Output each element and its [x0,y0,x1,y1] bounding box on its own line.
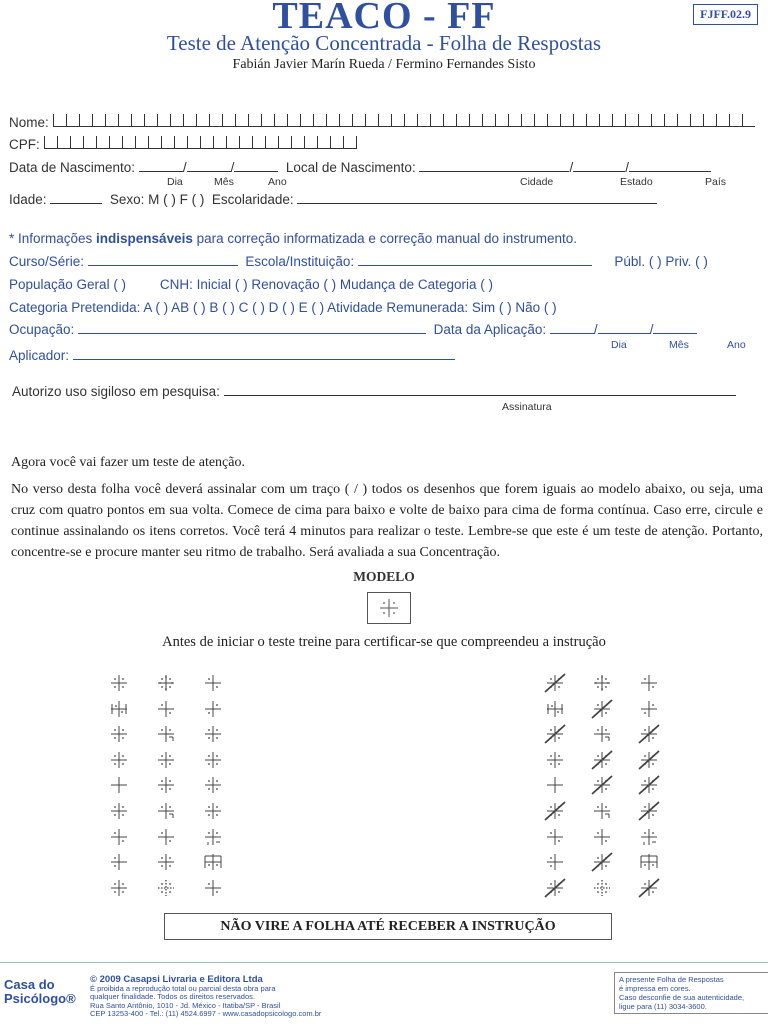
cross-corner-icon[interactable] [591,800,613,822]
authenticity-notice [614,972,768,1014]
cross-4dots-b-icon[interactable] [108,749,130,771]
signature-field[interactable] [224,385,736,396]
cross-4dots-icon[interactable] [591,749,613,771]
school-field[interactable] [358,255,592,266]
page-title: TEACO - FF [272,0,496,37]
cross-bars-icon[interactable] [638,851,660,873]
name-row [9,114,755,130]
cross-2dots-c-icon[interactable] [108,851,130,873]
cnh-options[interactable]: CNH: Inicial ( ) Renovação ( ) Mudança de Categoria ( ) [159,277,493,292]
sex-options[interactable]: Sexo: M ( ) F ( ) [109,192,205,207]
age-field[interactable] [50,193,102,204]
cross-4dots-icon[interactable] [108,672,130,694]
cross-4dots-icon[interactable] [108,800,130,822]
copyright-title: © 2009 Casapsi Livraria e Editora Ltda [90,974,263,985]
cpf-field[interactable] [44,136,357,149]
consent-label: Autorizo uso sigiloso em pesquisa: [12,384,220,399]
cross-4dots-icon[interactable] [202,800,224,822]
model-label: MODELO [353,569,415,584]
applicator-label: Aplicador: [9,348,70,363]
age-row [9,192,657,207]
birth-month-caption: Mês [214,176,234,188]
info-note-prefix: * Informações [9,231,97,246]
cross-box-icon[interactable] [108,698,130,720]
birth-state-field[interactable] [573,161,625,172]
cpf-label: CPF: [9,137,40,152]
cross-2dots-c-icon[interactable] [544,851,566,873]
copyright-line-3: Rua Santo Antônio, 1010 - Jd. México - Itatiba/SP - Brasil [90,1000,281,1010]
form-code-badge: FJFF.02.9 [693,4,758,25]
cross-plain-icon[interactable] [108,774,130,796]
population-row [9,277,493,292]
cross-4dots-icon[interactable] [202,749,224,771]
cross-4dots-icon[interactable] [155,749,177,771]
application-month-caption: Mês [669,339,689,351]
cross-4dots-icon[interactable] [202,774,224,796]
birth-country-field[interactable] [629,161,711,172]
notice-line-2: é impressa em cores. [619,984,691,993]
signature-caption: Assinatura [502,401,552,413]
birth-state-caption: Estado [620,176,653,188]
cross-2dots-b-icon[interactable] [202,698,224,720]
birth-day-field[interactable] [139,161,183,172]
cross-4dots-icon[interactable] [108,723,130,745]
application-month-field[interactable] [598,323,650,334]
cross-dotted-icon[interactable] [155,877,177,899]
birth-day-caption: Dia [167,176,183,188]
cross-2dots-icon[interactable] [202,877,224,899]
cross-box-icon[interactable] [544,698,566,720]
footer-divider [0,962,768,963]
cross-4dots-icon[interactable] [155,774,177,796]
cross-4dots-icon[interactable] [202,723,224,745]
cross-4dots-icon[interactable] [638,774,660,796]
course-label: Curso/Série: [9,254,85,269]
birth-date-label: Data de Nascimento: [9,160,136,175]
cross-4dots-b-icon[interactable] [544,749,566,771]
cross-2dots-icon[interactable] [591,826,613,848]
info-note-bold: indispensáveis [96,231,193,246]
notice-line-3: Caso desconfie de sua autenticidade, [619,993,745,1002]
application-year-field[interactable] [653,323,697,334]
course-row [9,254,708,269]
cross-2dots-icon[interactable] [108,826,130,848]
birth-year-caption: Ano [268,176,287,188]
occupation-label: Ocupação: [9,322,75,337]
copyright-line-2: qualquer finalidade. Todos os direitos reservados. [90,992,255,1001]
public-private-options[interactable]: Públ. ( ) Priv. ( ) [614,254,708,269]
cross-4dots-icon[interactable] [544,723,566,745]
copyright-line-4: CEP 13253-400 - Tel.: (11) 4524.6997 - www.casadopsicologo.com.br [90,1009,322,1018]
authors: Fabián Javier Marín Rueda / Fermino Fernandes Sisto [232,57,536,72]
cross-2dots-b-icon[interactable] [638,698,660,720]
cross-2dots-icon[interactable] [155,698,177,720]
occupation-row: Ocupação: Data da Aplicação: / / [9,322,697,337]
cross-8dots-icon[interactable] [155,672,177,694]
birth-row: Data de Nascimento: / / Local de Nascimento: / / [9,160,711,175]
category-row [9,300,557,315]
cross-dotted-icon[interactable] [591,877,613,899]
occupation-field[interactable] [78,323,426,334]
cross-4dots-icon[interactable] [544,877,566,899]
cross-4dots-icon[interactable] [638,800,660,822]
cross-corner-icon[interactable] [155,800,177,822]
cross-corner-icon[interactable] [591,723,613,745]
application-day-field[interactable] [550,323,594,334]
notice-line-4: ligue para (11) 3034-3600. [619,1002,707,1011]
cross-4dots-icon[interactable] [591,774,613,796]
application-year-caption: Ano [727,339,746,351]
info-note [9,231,577,246]
cross-4dots-icon[interactable] [544,800,566,822]
birth-country-caption: País [705,176,727,188]
model-box [367,592,411,624]
copyright-line-1: É proibida a reprodução total ou parcial desta obra para [90,983,276,993]
cross-4dots-icon[interactable] [108,877,130,899]
cross-2dots-icon[interactable] [155,826,177,848]
publisher-logo [4,978,76,1006]
birth-city-field[interactable] [419,161,569,172]
brand-line-2: Psicólogo® [4,991,76,1006]
cross-corner-b-icon[interactable] [638,826,660,848]
cross-4dots-icon[interactable] [638,723,660,745]
cross-2dots-icon[interactable] [591,698,613,720]
name-label: Nome: [9,115,49,130]
birth-city-caption: Cidade [520,176,554,188]
practice-instruction: Antes de iniciar o teste treine para certificar-se que compreendeu a instrução [162,634,606,650]
cross-bars-icon[interactable] [202,851,224,873]
course-field[interactable] [88,255,238,266]
cross-plain-icon[interactable] [544,774,566,796]
warning-banner: NÃO VIRE A FOLHA ATÉ RECEBER A INSTRUÇÃO [164,913,612,940]
cross-8dots-icon[interactable] [591,672,613,694]
cross-corner-icon[interactable] [155,723,177,745]
model-cross-icon [368,593,410,623]
instructions-body: No verso desta folha você deverá assinalar com um traço ( / ) todos os desenhos que forem iguais ao modelo abaixo, ou seja, uma cruz com quatro pontos em sua volta. Comece de cima para baixo e volte de baixo para cima de forma contínua. Caso erre, circule e continue assinalando os itens corretos. Você terá 4 minutos para realizar o teste. Lembre-se que este é um teste de atenção. Portanto, concentre-se e procure manter seu ritmo de trabalho. Será avaliada a sua Concentração. [11,482,763,560]
cross-2dots-icon[interactable] [638,877,660,899]
school-label: Escola/Instituição: [245,254,355,269]
brand-line-1: Casa do [4,977,55,992]
copyright-block [90,976,321,1019]
birth-year-field[interactable] [234,161,278,172]
birth-month-field[interactable] [187,161,231,172]
schooling-field[interactable] [297,193,657,204]
info-note-suffix: para correção informatizada e correção manual do instrumento. [192,231,578,246]
consent-row [12,384,736,399]
page-subtitle: Teste de Atenção Concentrada - Folha de Respostas [166,31,602,55]
applicator-field[interactable] [73,349,455,360]
instructions [11,452,763,569]
category-options[interactable]: Categoria Pretendida: A ( ) AB ( ) B ( ) C ( ) D ( ) E ( ) Atividade Remunerada: Sim ( ) Não ( ) [9,300,557,315]
general-population-option[interactable]: População Geral ( ) [9,277,127,292]
cross-4dots-icon[interactable] [638,749,660,771]
application-day-caption: Dia [611,339,627,351]
schooling-label: Escolaridade: [211,192,294,207]
notice-line-1: A presente Folha de Respostas [619,975,724,984]
cross-corner-b-icon[interactable] [202,826,224,848]
cross-4dots-icon[interactable] [155,851,177,873]
cross-2dots-icon[interactable] [638,672,660,694]
instructions-intro: Agora você vai fazer um teste de atenção. [11,455,245,470]
applicator-row [9,348,455,363]
cross-2dots-icon[interactable] [202,672,224,694]
cross-2dots-icon[interactable] [544,826,566,848]
name-field[interactable] [53,114,755,127]
age-label: Idade: [9,192,47,207]
birth-place-label: Local de Nascimento: [285,160,416,175]
cross-4dots-icon[interactable] [544,672,566,694]
cross-4dots-icon[interactable] [591,851,613,873]
cpf-row [9,136,357,152]
application-date-label: Data da Aplicação: [433,322,547,337]
